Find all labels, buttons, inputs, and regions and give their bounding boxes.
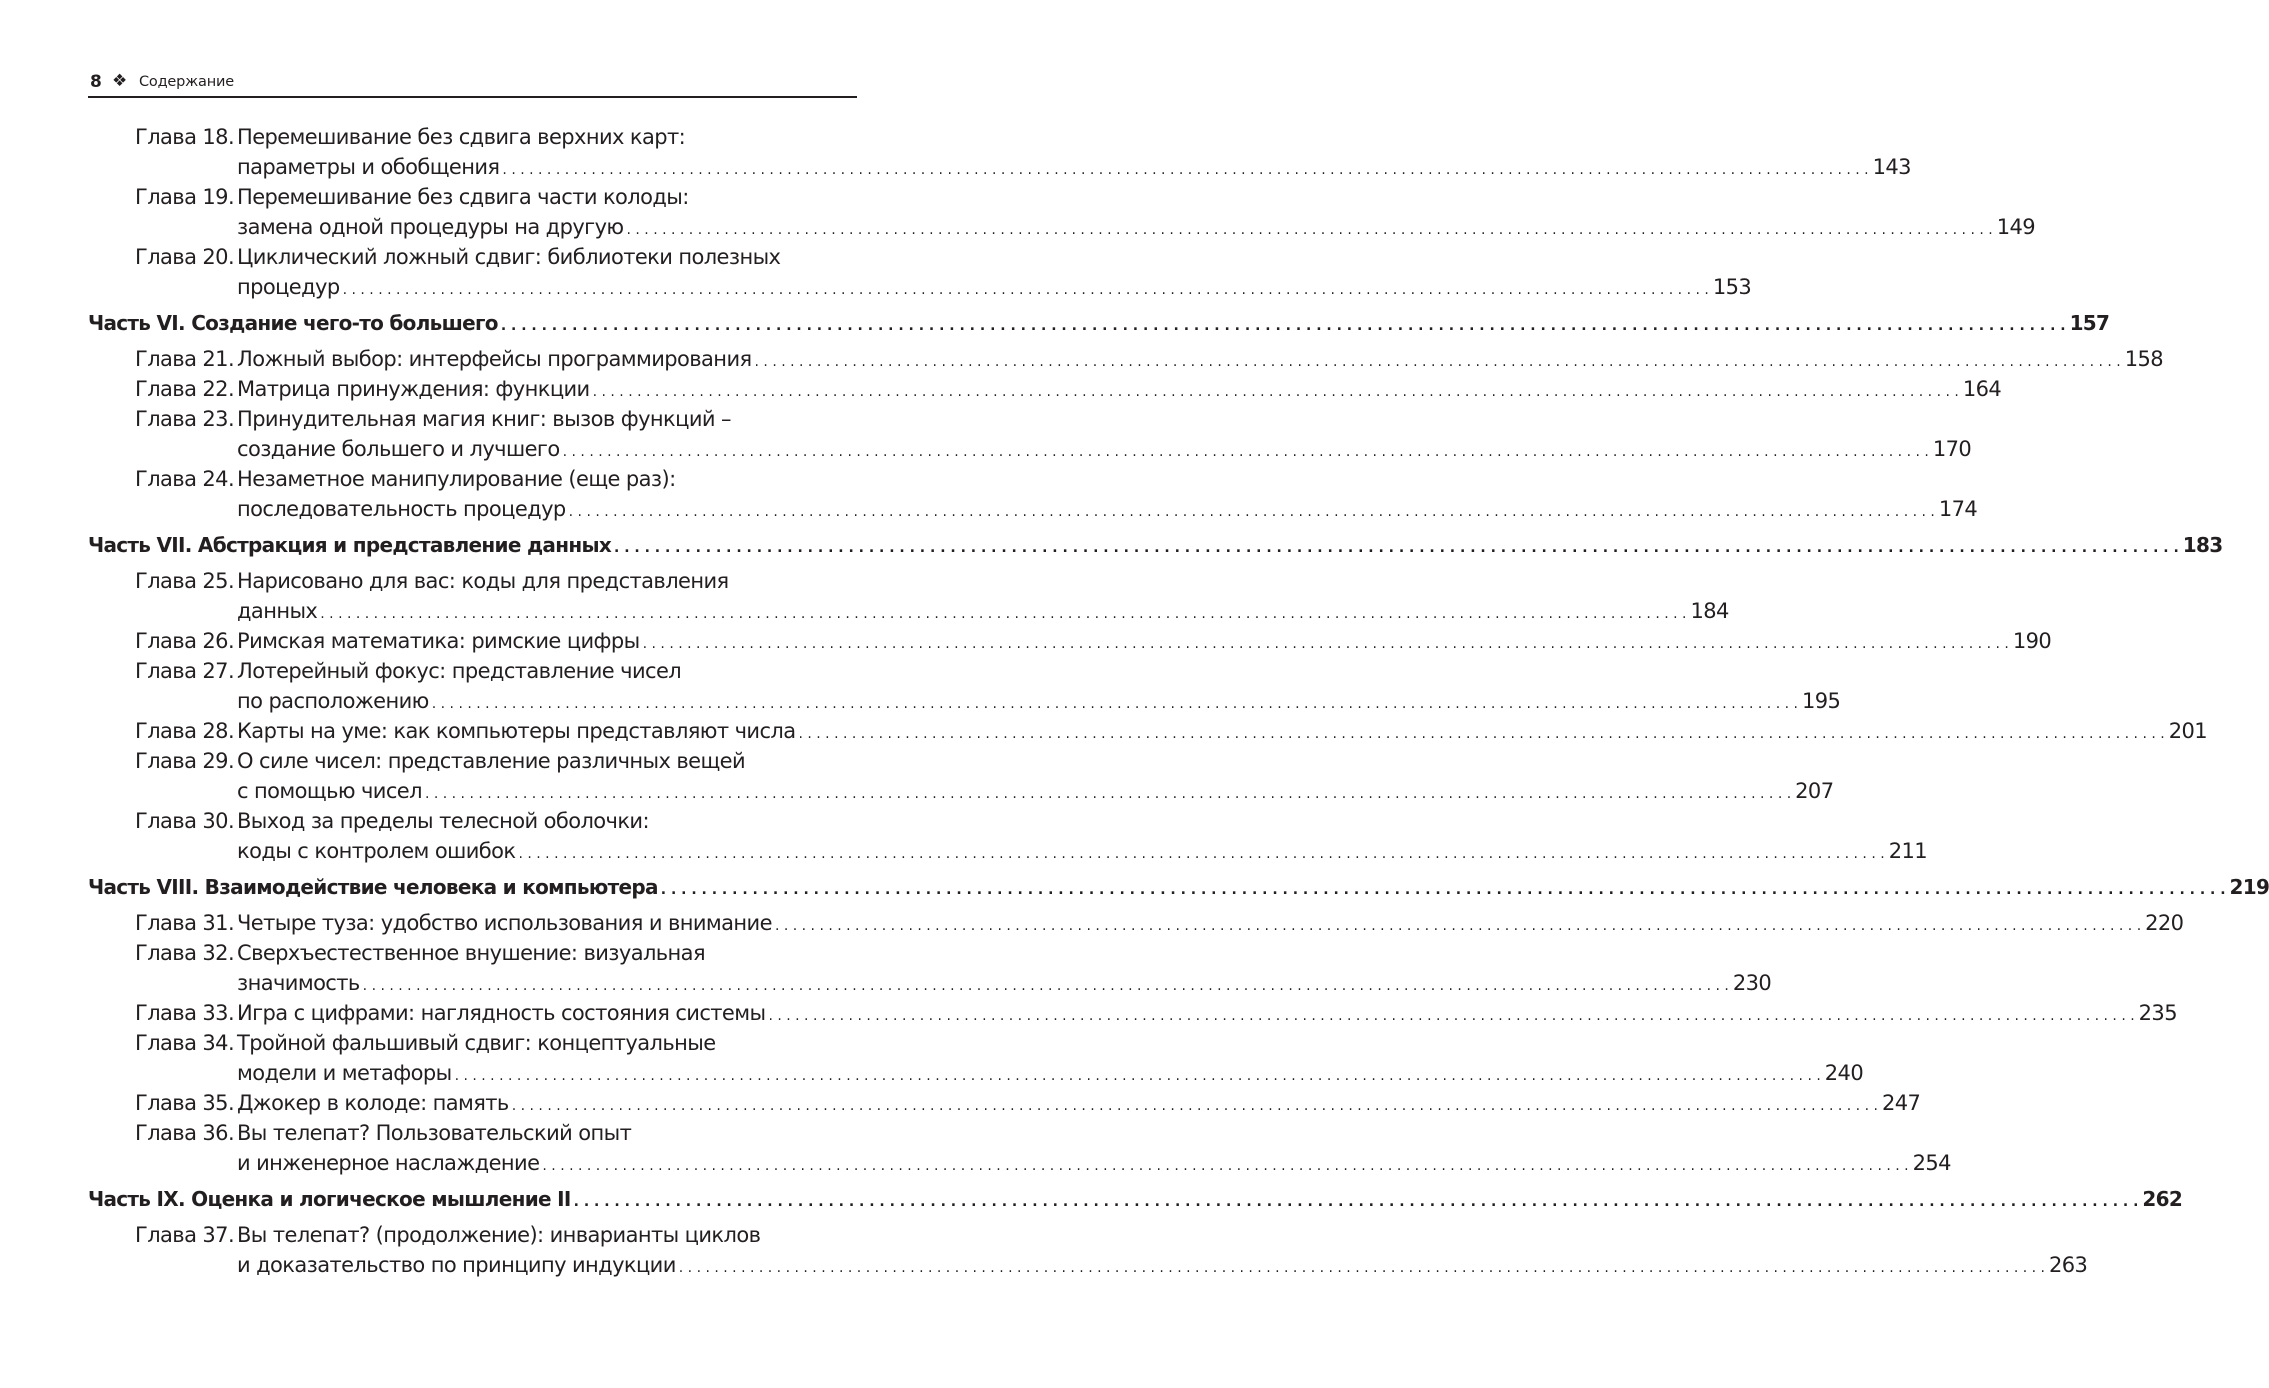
toc-part-entry[interactable] <box>88 308 2110 338</box>
dot-leader <box>755 347 2121 377</box>
page-ref: 219 <box>2229 875 2269 899</box>
chapter-label: Глава 19. <box>135 185 235 209</box>
chapter-label: Глава 34. <box>135 1031 235 1055</box>
dot-leader <box>614 533 2179 563</box>
chapter-title: по расположению <box>237 689 429 713</box>
chapter-title: Перемешивание без сдвига верхних карт: <box>237 125 686 149</box>
chapter-label: Глава 35. <box>135 1091 235 1115</box>
chapter-title: Выход за пределы телесной оболочки: <box>237 809 649 833</box>
page-ref: 149 <box>1996 215 2036 239</box>
chapter-label: Глава 29. <box>135 749 235 773</box>
page-ref: 184 <box>1690 599 1729 623</box>
page-ref: 220 <box>2145 911 2184 935</box>
toc-chapter-entry[interactable] <box>88 1220 857 1250</box>
part-title: Часть VII. Абстракция и представление данных <box>88 533 612 557</box>
toc-chapter-continuation[interactable] <box>88 1058 1864 1088</box>
dot-leader <box>512 1091 1878 1121</box>
chapter-label: Глава 32. <box>135 941 235 965</box>
chapter-title: Карты на уме: как компьютеры представляют числа <box>237 719 796 743</box>
page-ref: 157 <box>2069 311 2110 335</box>
part-title: Часть IX. Оценка и логическое мышление II <box>88 1187 571 1211</box>
toc-chapter-entry[interactable] <box>88 122 857 152</box>
dot-leader <box>593 377 1959 407</box>
chapter-title: Лотерейный фокус: представление чисел <box>237 659 682 683</box>
dot-leader <box>432 689 1798 719</box>
dot-leader <box>775 911 2141 941</box>
toc-chapter-entry[interactable] <box>88 464 857 494</box>
toc-chapter-entry[interactable] <box>88 908 2184 938</box>
dot-leader <box>363 971 1729 1001</box>
toc-chapter-continuation[interactable] <box>88 596 1729 626</box>
chapter-title: Тройной фальшивый сдвиг: концептуальные <box>237 1031 716 1055</box>
chapter-title: Матрица принуждения: функции <box>237 377 590 401</box>
dot-leader <box>542 1151 1908 1181</box>
chapter-label: Глава 27. <box>135 659 235 683</box>
chapter-title: параметры и обобщения <box>237 155 500 179</box>
chapter-label: Глава 36. <box>135 1121 235 1145</box>
page-ref: 201 <box>2168 719 2207 743</box>
toc-chapter-continuation[interactable] <box>88 272 1752 302</box>
chapter-label: Глава 24. <box>135 467 235 491</box>
toc-part-entry[interactable] <box>88 872 2269 902</box>
toc-chapter-entry[interactable] <box>88 1088 1921 1118</box>
toc-chapter-entry[interactable] <box>88 1118 857 1148</box>
page-ref: 262 <box>2142 1187 2183 1211</box>
chapter-title: значимость <box>237 971 360 995</box>
chapter-title: Джокер в колоде: память <box>237 1091 509 1115</box>
toc-part-entry[interactable] <box>88 530 2223 560</box>
chapter-title: О силе чисел: представление различных вещей <box>237 749 746 773</box>
page-ref: 230 <box>1732 971 1772 995</box>
chapter-label: Глава 28. <box>135 719 235 743</box>
chapter-label: Глава 18. <box>135 125 235 149</box>
chapter-label: Глава 21. <box>135 347 235 371</box>
chapter-title: и доказательство по принципу индукции <box>237 1253 676 1277</box>
dot-leader <box>501 311 2066 341</box>
toc-chapter-entry[interactable] <box>88 656 857 686</box>
page-ref: 247 <box>1881 1091 1921 1115</box>
page-header <box>88 70 857 98</box>
toc-chapter-continuation[interactable] <box>88 968 1772 998</box>
toc-chapter-entry[interactable] <box>88 344 2164 374</box>
toc-chapter-entry[interactable] <box>88 806 857 836</box>
chapter-title: последовательность процедур <box>237 497 566 521</box>
page-ref: 235 <box>2138 1001 2177 1025</box>
chapter-title: Игра с цифрами: наглядность состояния системы <box>237 1001 766 1025</box>
page-ref: 164 <box>1962 377 2002 401</box>
chapter-label: Глава 25. <box>135 569 235 593</box>
chapter-title: Ложный выбор: интерфейсы программирования <box>237 347 752 371</box>
dot-leader <box>679 1253 2045 1283</box>
dot-leader <box>425 779 1791 809</box>
page-number: 8 <box>90 72 102 92</box>
chapter-title: Вы телепат? Пользовательский опыт <box>237 1121 632 1145</box>
dot-leader <box>569 497 1935 527</box>
page-ref: 170 <box>1932 437 1972 461</box>
page-ref: 207 <box>1795 779 1834 803</box>
chapter-title: замена одной процедуры на другую <box>237 215 624 239</box>
toc-chapter-continuation[interactable] <box>88 686 1841 716</box>
chapter-label: Глава 30. <box>135 809 235 833</box>
chapter-label: Глава 22. <box>135 377 235 401</box>
page-ref: 211 <box>1888 839 1927 863</box>
toc-chapter-entry[interactable] <box>88 242 857 272</box>
chapter-title: Циклический ложный сдвиг: библиотеки полезных <box>237 245 781 269</box>
chapter-label: Глава 26. <box>135 629 235 653</box>
dot-leader <box>661 875 2226 905</box>
toc-chapter-entry[interactable] <box>88 182 857 212</box>
chapter-label: Глава 31. <box>135 911 235 935</box>
chapter-title: Римская математика: римские цифры <box>237 629 640 653</box>
toc-chapter-entry[interactable] <box>88 404 857 434</box>
page-ref: 158 <box>2124 347 2164 371</box>
chapter-title: Принудительная магия книг: вызов функций – <box>237 407 731 431</box>
page-ref: 174 <box>1938 497 1978 521</box>
dot-leader <box>798 719 2164 749</box>
chapter-title: Вы телепат? (продолжение): инварианты циклов <box>237 1223 761 1247</box>
table-of-contents <box>88 122 2269 1280</box>
chapter-title: процедур <box>237 275 340 299</box>
chapter-title: Сверхъестественное внушение: визуальная <box>237 941 705 965</box>
toc-part-entry[interactable] <box>88 1184 2183 1214</box>
chapter-title: Четыре туза: удобство использования и внимание <box>237 911 772 935</box>
chapter-title: коды с контролем ошибок <box>237 839 516 863</box>
dot-leader <box>627 215 1993 245</box>
toc-chapter-continuation[interactable] <box>88 1250 2088 1280</box>
toc-chapter-entry[interactable] <box>88 998 2177 1028</box>
toc-chapter-continuation[interactable] <box>88 494 1978 524</box>
dot-leader <box>643 629 2009 659</box>
chapter-title: с помощью чисел <box>237 779 422 803</box>
toc-chapter-entry[interactable] <box>88 374 2002 404</box>
page-ref: 263 <box>2049 1253 2088 1277</box>
chapter-title: Нарисовано для вас: коды для представления <box>237 569 729 593</box>
toc-chapter-continuation[interactable] <box>88 836 1927 866</box>
dot-leader <box>343 275 1709 305</box>
dot-leader <box>455 1061 1821 1091</box>
toc-chapter-entry[interactable] <box>88 626 2052 656</box>
ornament-icon: ❖ <box>112 71 128 91</box>
page-ref: 183 <box>2182 533 2223 557</box>
chapter-label: Глава 23. <box>135 407 235 431</box>
toc-chapter-continuation[interactable] <box>88 434 1972 464</box>
part-title: Часть VIII. Взаимодействие человека и компьютера <box>88 875 658 899</box>
chapter-title: модели и метафоры <box>237 1061 452 1085</box>
chapter-label: Глава 33. <box>135 1001 235 1025</box>
chapter-title: Незаметное манипулирование (еще раз): <box>237 467 676 491</box>
toc-chapter-continuation[interactable] <box>88 1148 1951 1178</box>
page-ref: 240 <box>1824 1061 1864 1085</box>
page-ref: 190 <box>2012 629 2052 653</box>
toc-chapter-entry[interactable] <box>88 938 857 968</box>
dot-leader <box>768 1001 2134 1031</box>
toc-chapter-entry[interactable] <box>88 746 857 776</box>
part-title: Часть VI. Создание чего-то большего <box>88 311 498 335</box>
chapter-label: Глава 37. <box>135 1223 235 1247</box>
dot-leader <box>320 599 1686 629</box>
dot-leader <box>563 437 1929 467</box>
chapter-title: данных <box>237 599 318 623</box>
running-head-title: Содержание <box>139 74 234 90</box>
page-ref: 195 <box>1801 689 1841 713</box>
page-ref: 143 <box>1872 155 1911 179</box>
toc-chapter-continuation[interactable] <box>88 776 1834 806</box>
chapter-title: Перемешивание без сдвига части колоды: <box>237 185 689 209</box>
page-ref: 254 <box>1912 1151 1951 1175</box>
toc-chapter-continuation[interactable] <box>88 212 2036 242</box>
dot-leader <box>518 839 1884 869</box>
page-ref: 153 <box>1712 275 1752 299</box>
dot-leader <box>502 155 1868 185</box>
toc-chapter-entry[interactable] <box>88 1028 857 1058</box>
toc-chapter-continuation[interactable] <box>88 152 1911 182</box>
toc-chapter-entry[interactable] <box>88 566 857 596</box>
chapter-title: и инженерное наслаждение <box>237 1151 540 1175</box>
chapter-label: Глава 20. <box>135 245 235 269</box>
chapter-title: создание большего и лучшего <box>237 437 560 461</box>
toc-chapter-entry[interactable] <box>88 716 2207 746</box>
dot-leader <box>574 1187 2139 1217</box>
